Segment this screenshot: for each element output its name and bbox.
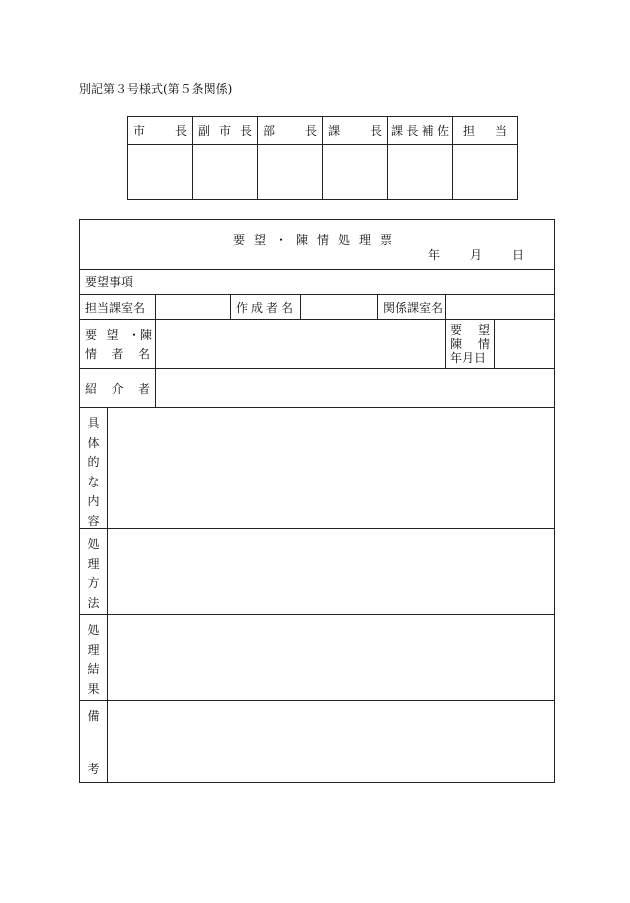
section-in-charge-label: 担当課室名 [80,295,156,319]
stamp-box-assistant-chief[interactable] [388,145,453,200]
approval-deputy-mayor: 副 市 長 [193,117,258,145]
related-section-field[interactable] [446,295,554,319]
stamp-box-section-chief[interactable] [323,145,388,200]
request-items-row[interactable] [80,270,554,295]
request-items-label: 要望事項 [85,275,134,289]
section-in-charge-field[interactable] [156,295,231,319]
petitioner-name-label: 要 望 ・陳 情 者 名 [80,320,156,368]
form-title: 要望・陳情処理票 [232,233,401,247]
petitioner-row [80,320,554,369]
details-label: 具 体 的 な 内 容 [80,408,108,528]
related-section-label: 関係課室名 [378,295,446,319]
method-label: 処 理 方 法 [80,529,108,614]
petition-date-field[interactable] [495,320,554,368]
introducer-label: 紹 介 者 [80,369,156,407]
result-row [80,615,554,701]
details-field[interactable] [108,408,554,528]
introducer-row [80,369,554,408]
approval-person-in-charge: 担 当 [453,117,518,145]
details-row [80,408,554,529]
date-day-label: 日 [511,248,524,262]
petition-processing-form [79,219,555,783]
petition-date-label: 要 望 陳 情 年月日 [446,320,495,368]
approval-header-row [128,117,518,145]
method-field[interactable] [108,529,554,614]
introducer-field[interactable] [156,369,554,407]
approval-director: 部 長 [258,117,323,145]
form-date[interactable] [428,246,524,263]
stamp-box-person-in-charge[interactable] [453,145,518,200]
author-label: 作成者名 [231,295,301,319]
section-row [80,295,554,320]
stamp-box-mayor[interactable] [128,145,193,200]
method-row [80,529,554,615]
approval-stamp-table [127,116,518,200]
date-month-label: 月 [469,248,482,262]
result-label: 処 理 結 果 [80,615,108,700]
form-reference: 別記第３号様式(第５条関係) [79,82,233,96]
stamp-box-director[interactable] [258,145,323,200]
approval-mayor: 市 長 [128,117,193,145]
remarks-row [80,701,554,782]
result-field[interactable] [108,615,554,700]
title-row [80,220,554,270]
approval-section-chief: 課 長 [323,117,388,145]
approval-stamp-row [128,145,518,200]
date-year-label: 年 [427,248,440,262]
stamp-box-deputy-mayor[interactable] [193,145,258,200]
approval-assistant-chief: 課 長 補 佐 [388,117,453,145]
author-field[interactable] [301,295,378,319]
remarks-label: 備 考 [80,701,108,782]
petitioner-name-field[interactable] [156,320,446,368]
remarks-field[interactable] [108,701,554,782]
